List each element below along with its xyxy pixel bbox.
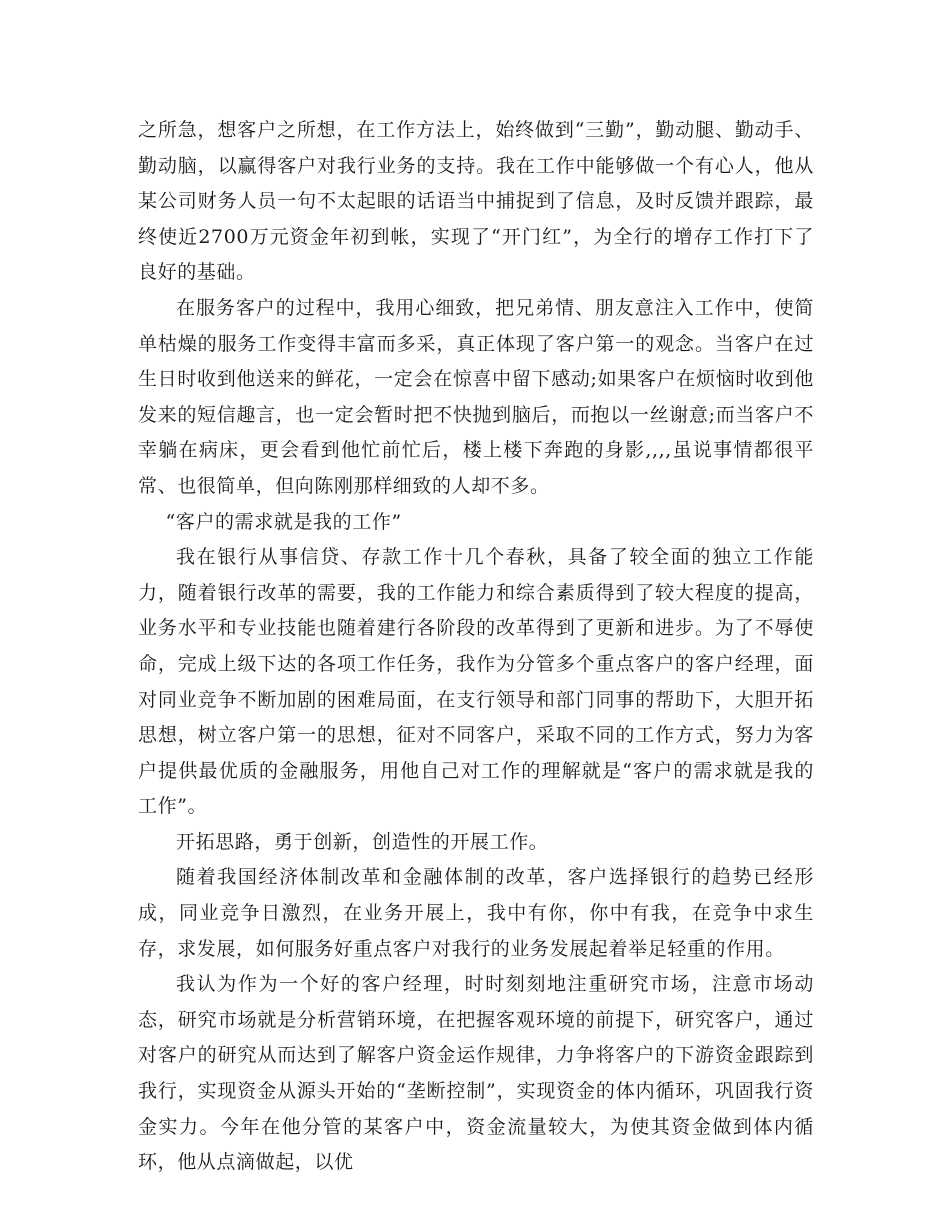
- paragraph-5: 随着我国经济体制改革和金融体制的改革，客户选择银行的趋势已经形成，同业竞争日激烈，在业务开展上，我中有你，你中有我，在竞争中求生存，求发展，如何服务好重点客户对我行的业务发展起着举足轻重的作用。: [138, 866, 814, 960]
- paragraph-4: 开拓思路，勇于创新，创造性的开展工作。: [176, 830, 549, 853]
- paragraph-6: 我认为作为一个好的客户经理，时时刻刻地注重研究市场，注意市场动态，研究市场就是分析营销环境，在把握客观环境的前提下，研究客户，通过对客户的研究从而达到了解客户资金运作规律，力争将客户的下游资金跟踪到我行，实现资金从源头开始的“垄断控制”，实现资金的体内循环，巩固我行资金实力。今年在他分管的某客户中，资金流量较大，为使其资金做到体内循环，他从点滴做起，以优: [138, 973, 814, 1174]
- document-body: [138, 113, 814, 1181]
- paragraph-2: 在服务客户的过程中，我用心细致，把兄弟情、朋友意注入工作中，使简单枯燥的服务工作变得丰富而多采，真正体现了客户第一的观念。当客户在过生日时收到他送来的鲜花，一定会在惊喜中留下感动;如果客户在烦恼时收到他发来的短信趣言，也一定会暂时把不快抛到脑后，而抱以一丝谢意;而当客户不幸躺在病床，更会看到他忙前忙后，楼上楼下奔跑的身影,,,,虽说事情都很平常、也很简单，但向陈刚那样细致的人却不多。: [138, 296, 814, 497]
- section-heading: “客户的需求就是我的工作”: [165, 510, 402, 533]
- paragraph-1: 之所急，想客户之所想，在工作方法上，始终做到“三勤”，勤动腿、勤动手、勤动脑，以赢得客户对我行业务的支持。我在工作中能够做一个有心人，他从某公司财务人员一句不太起眼的话语当中捕捉到了信息，及时反馈并跟踪，最终使近2700万元资金年初到帐，实现了“开门红”，为全行的增存工作打下了良好的基础。: [138, 119, 814, 284]
- paragraph-3: 我在银行从事信贷、存款工作十几个春秋，具备了较全面的独立工作能力，随着银行改革的需要，我的工作能力和综合素质得到了较大程度的提高，业务水平和专业技能也随着建行各阶段的改革得到了更新和进步。为了不辱使命，完成上级下达的各项工作任务，我作为分管多个重点客户的客户经理，面对同业竞争不断加剧的困难局面，在支行领导和部门同事的帮助下，大胆开拓思想，树立客户第一的思想，征对不同客户，采取不同的工作方式，努力为客户提供最优质的金融服务，用他自己对工作的理解就是“客户的需求就是我的工作”。: [138, 546, 814, 818]
